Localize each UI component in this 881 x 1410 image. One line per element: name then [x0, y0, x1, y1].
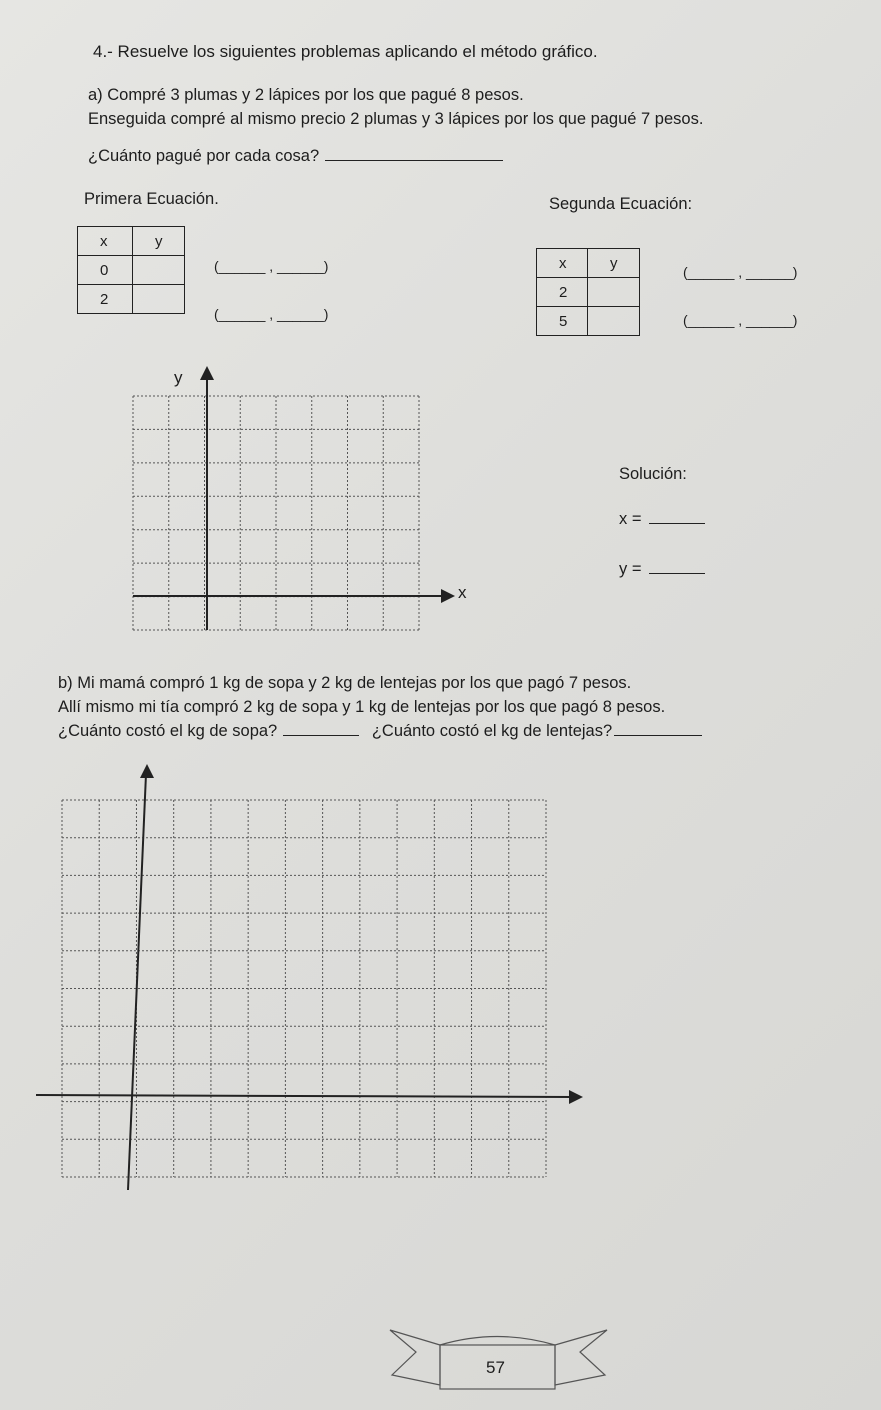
problem-b-line1: b) Mi mamá compró 1 kg de sopa y 2 kg de lentejas por los que pagó 7 pesos.: [58, 674, 632, 692]
coordinate-pair-blank[interactable]: (______ , ______): [214, 306, 329, 322]
table1-x-header: x: [78, 227, 133, 256]
graph-a-y-label: y: [174, 368, 183, 387]
coordinate-pair-blank[interactable]: (______ , ______): [683, 264, 798, 280]
table2-x-cell: 5: [537, 307, 588, 336]
coordinate-pair-blank[interactable]: (______ , ______): [683, 312, 798, 328]
coordinate-pair-blank[interactable]: (______ , ______): [214, 258, 329, 274]
table2-y-header: y: [588, 249, 640, 278]
y-equals: y =: [619, 560, 642, 578]
table2-x-header: x: [537, 249, 588, 278]
problem-a-line1: a) Compré 3 plumas y 2 lápices por los que pagué 8 pesos.: [88, 86, 524, 104]
table1-x-cell: 2: [78, 285, 133, 314]
exercise-heading: 4.- Resuelve los siguientes problemas aplicando el método gráfico.: [93, 42, 598, 61]
table1-y-header: y: [133, 227, 185, 256]
question-soup: ¿Cuánto costó el kg de sopa?: [58, 722, 278, 740]
question-text: ¿Cuánto pagué por cada cosa?: [88, 147, 320, 165]
table1-x-cell: 0: [78, 256, 133, 285]
question-lentils: ¿Cuánto costó el kg de lentejas?: [371, 722, 613, 740]
graph-a-x-label: x: [458, 583, 467, 602]
first-equation-label: Primera Ecuación.: [84, 190, 219, 208]
page-number: 57: [486, 1358, 505, 1377]
x-equals: x =: [619, 510, 642, 528]
second-equation-label: Segunda Ecuación:: [549, 195, 693, 213]
problem-a-line2: Enseguida compré al mismo precio 2 plumas y 3 lápices por los que pagué 7 pesos.: [88, 110, 704, 128]
problem-b-line2: Allí mismo mi tía compró 2 kg de sopa y 1 kg de lentejas por los que pagó 8 pesos.: [58, 698, 666, 716]
table2-x-cell: 2: [537, 278, 588, 307]
solution-label: Solución:: [619, 465, 687, 483]
